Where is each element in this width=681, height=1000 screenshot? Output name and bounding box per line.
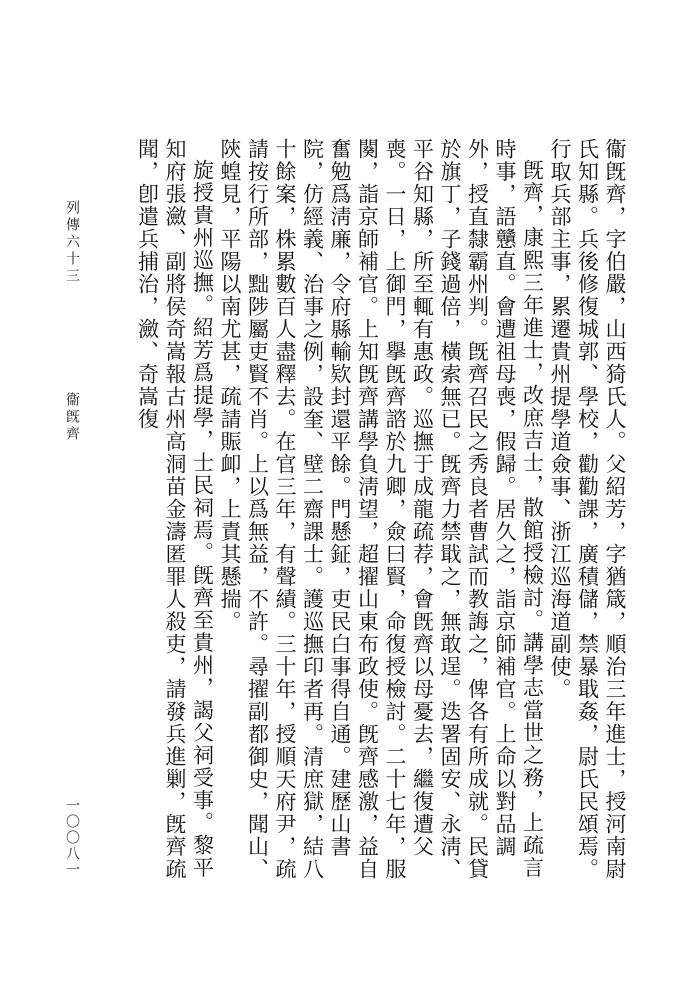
paragraph-1: 衞旣齊，字伯嚴，山西猗氏人。父紹芳，字猶箴，順治三年進士，授河南尉氏知縣。兵後修復城郭、學校，勸勸課，廣積儲，禁暴戢姦，尉氏民頌焉。行取兵部主事，累遷貴州提學道僉事、浙江巡海道副使。 bbox=[548, 138, 627, 881]
page-number: 一〇〇八一 bbox=[64, 798, 80, 878]
running-title: 列傳六十三 bbox=[64, 200, 80, 285]
paragraph-3: 旋授貴州巡撫。紹芳爲提學，士民祠焉。旣齊至貴州，謁父祠受事。黎平知府張瀲、副將侯奇嵩報古州高洞苗金濤匿罪人殺吏，請發兵進剿，旣齊疏聞，卽遣兵捕治，瀲、奇嵩復 bbox=[135, 138, 215, 881]
paragraph-2: 旣齊，康熙三年進士，改庶吉士，散館授檢討。講學志當世之務，上疏言時事，語戇直。會遭祖母喪，假歸。居久之，詣京師補官。上命以對品調外，授直隸霸州判。旣齊召民之秀良者曹試而教誨之，俾各有所成就。民貸於旗丁，子錢過倍，橫索無已。旣齊力禁戢之，無敢逞。迭署固安、永淸、平谷知縣，所至輒有惠政。巡撫于成龍疏荐，會旣齊以母憂去，繼復遭父喪。一日，上御門，擧旣齊諮於九卿，僉曰賢，命復授檢討。二十七年，服闋，詣京師補官。上知旣齊講學負淸望，超擢山東布政使。旣齊感激，益自奮勉爲淸廉，令府縣輸欵封還平餘。門懸鉦，吏民白事得自通。建歷山書院，仿經義、治事之例，設奎、壁二齋課士。護巡撫印者再。清庶獄，結八十餘案，株累數百人盡釋去。在官三年，有聲績。三十年，授順天府尹，疏請按行所部，黜陟屬吏賢不肖。上以爲無益，不許。尋擢副都御史，聞山、陝蝗見，平陽以南尤甚，疏請賑卹，上責其懸揣。 bbox=[218, 138, 545, 881]
running-subject: 衞旣齊 bbox=[64, 392, 80, 443]
running-head bbox=[62, 200, 84, 920]
main-text-block bbox=[100, 138, 628, 898]
